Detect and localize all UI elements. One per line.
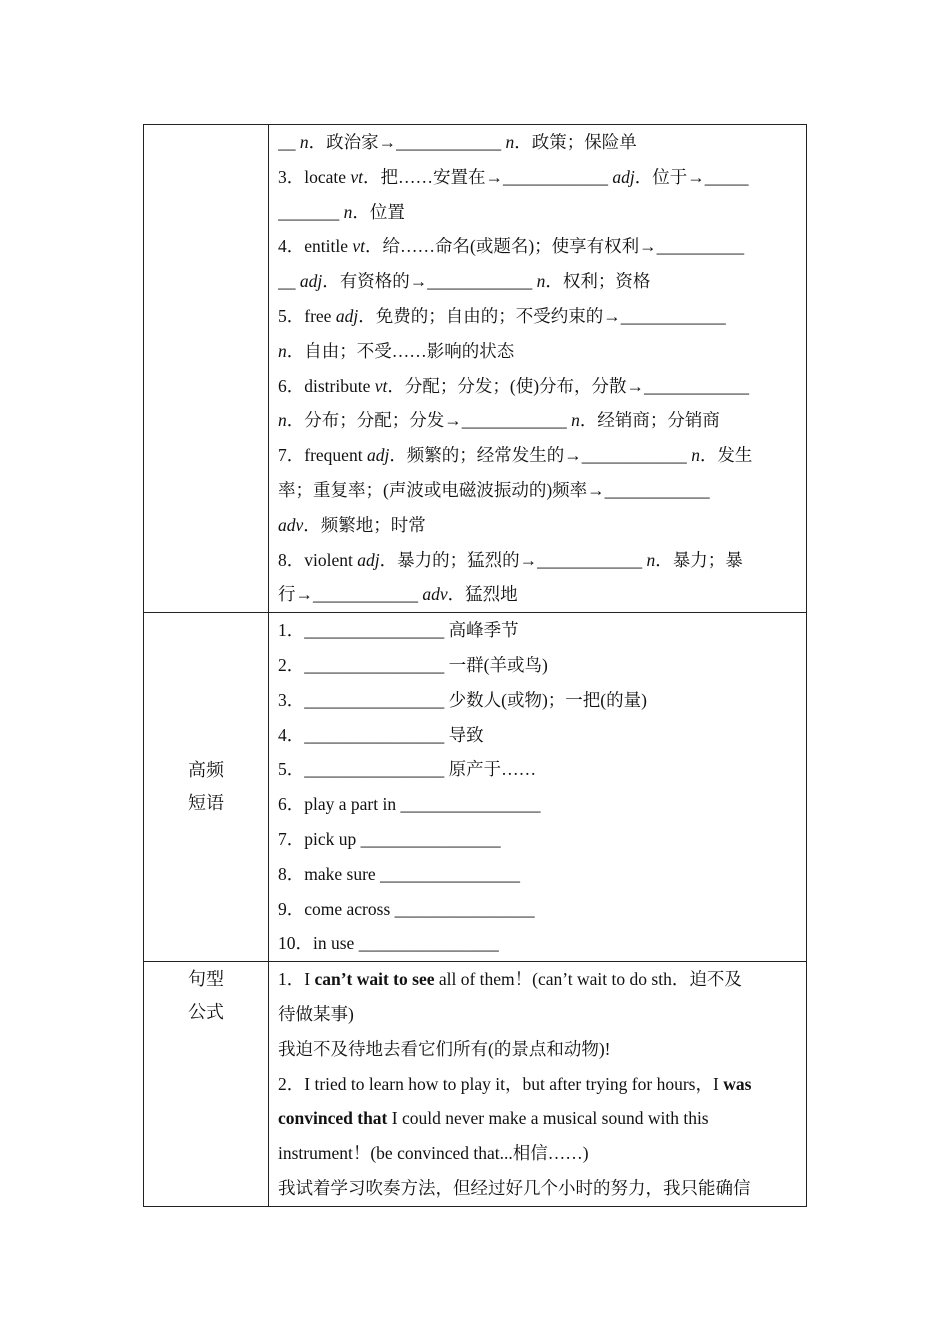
- phrase-line: 3．________________ 少数人(或物)；一把(的量): [278, 689, 647, 710]
- category-cell-empty: [144, 125, 269, 613]
- phrase-line: 7．pick up ________________: [278, 828, 501, 849]
- word-form-line: __ adj．有资格的→____________ n．权利；资格: [278, 271, 651, 292]
- word-form-line: _______ n．位置: [278, 201, 405, 222]
- phrase-line: 2．________________ 一群(羊或鸟): [278, 654, 548, 675]
- sentence-line: 2．I tried to learn how to play it，but after trying for hours，I was: [278, 1073, 752, 1094]
- word-form-line: 5．free adj．免费的；自由的；不受约束的→____________: [278, 305, 726, 326]
- word-form-line: 3．locate vt．把……安置在→____________ adj．位于→_____: [278, 166, 749, 187]
- word-form-line: 6．distribute vt．分配；分发；(使)分布，分散→____________: [278, 375, 750, 396]
- word-form-line: n．自由；不受……影响的状态: [278, 340, 515, 361]
- phrase-line: 9．come across ________________: [278, 898, 535, 919]
- phrase-line: 6．play a part in ________________: [278, 794, 541, 815]
- word-form-line: n．分布；分配；分发→____________ n．经销商；分销商: [278, 410, 720, 431]
- word-form-line: adv．频繁地；时常: [278, 514, 426, 535]
- category-label: 公式: [188, 1002, 224, 1023]
- word-form-line: 7．frequent adj．频繁的；经常发生的→____________ n．发生: [278, 445, 753, 466]
- word-form-line: 率；重复率；(声波或电磁波振动的)频率→____________: [278, 479, 710, 500]
- phrase-line: 1．________________ 高峰季节: [278, 620, 519, 641]
- word-forms-content: [269, 125, 807, 613]
- vocabulary-table: [143, 124, 807, 1207]
- phrase-line: 8．make sure ________________: [278, 863, 521, 884]
- sentence-line: instrument！(be convinced that...相信……): [278, 1143, 589, 1164]
- category-label: 短语: [188, 793, 224, 814]
- phrases-content: [269, 613, 807, 962]
- category-cell-phrases: [144, 613, 269, 962]
- category-label: 高频: [188, 760, 224, 781]
- phrase-line: 10．in use ________________: [278, 933, 499, 954]
- sentence-line: 我试着学习吹奏方法，但经过好几个小时的努力，我只能确信: [278, 1177, 751, 1198]
- sentence-line: 我迫不及待地去看它们所有(的景点和动物)!: [278, 1038, 611, 1059]
- category-label: 句型: [188, 969, 224, 990]
- sentence-line: convinced that I could never make a musical sound with this: [278, 1108, 709, 1129]
- word-form-line: 4．entitle vt．给……命名(或题名)；使享有权利→__________: [278, 236, 745, 257]
- word-form-line: 行→____________ adv．猛烈地: [278, 584, 518, 605]
- sentence-line: 1．I can’t wait to see all of them！(can’t wait to do sth．迫不及: [278, 969, 742, 990]
- word-form-line: __ n．政治家→____________ n．政策；保险单: [278, 132, 637, 152]
- phrases-section: [144, 613, 807, 962]
- sentence-patterns-section: [144, 962, 807, 1207]
- sentence-patterns-content: [269, 962, 807, 1207]
- phrase-line: 5．________________ 原产于……: [278, 759, 537, 780]
- phrase-line: 4．________________ 导致: [278, 724, 484, 745]
- word-forms-section: [144, 125, 807, 613]
- sentence-line: 待做某事): [278, 1003, 354, 1024]
- word-form-line: 8．violent adj．暴力的；猛烈的→____________ n．暴力；暴: [278, 549, 743, 570]
- category-cell-sentence-patterns: [144, 962, 269, 1207]
